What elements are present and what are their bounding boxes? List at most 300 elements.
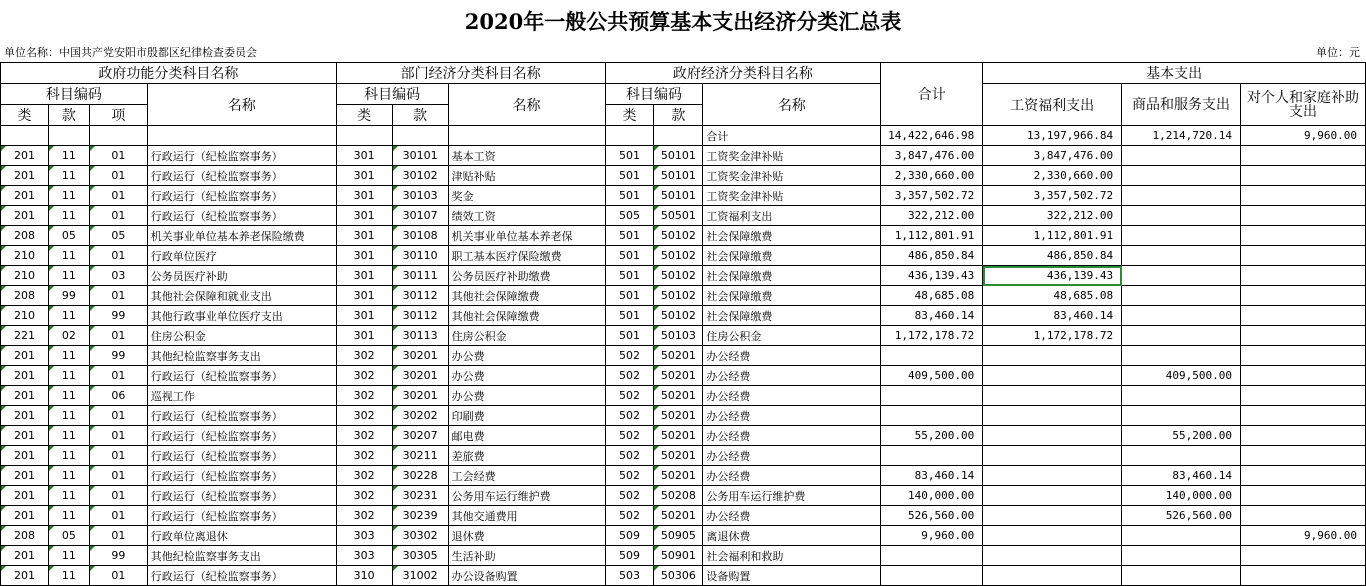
amount-subsidy-cell[interactable] xyxy=(1241,306,1366,326)
wages-header[interactable]: 工资福利支出 xyxy=(983,84,1122,126)
econ-name-cell[interactable]: 离退休费 xyxy=(703,526,881,546)
func-name-cell[interactable]: 行政单位离退休 xyxy=(147,526,336,546)
total-amount[interactable]: 14,422,646.98 xyxy=(881,126,983,146)
func-name-cell[interactable]: 机关事业单位基本养老保险缴费 xyxy=(147,226,336,246)
func-xiang-cell[interactable]: 99 xyxy=(89,346,147,366)
func-lei-cell[interactable]: 201 xyxy=(1,446,49,466)
total-cell-empty[interactable] xyxy=(147,126,336,146)
econ-kuan-cell[interactable]: 50201 xyxy=(654,366,703,386)
econ-kuan-cell[interactable]: 50201 xyxy=(654,466,703,486)
amount-wages-cell[interactable]: 1,172,178.72 xyxy=(983,326,1122,346)
dept-lei-cell[interactable]: 302 xyxy=(336,466,392,486)
econ-lei-cell[interactable]: 501 xyxy=(605,286,654,306)
dept-name-cell[interactable]: 办公费 xyxy=(448,386,605,406)
func-name-cell[interactable]: 行政运行（纪检监察事务） xyxy=(147,406,336,426)
amount-wages-cell[interactable]: 48,685.08 xyxy=(983,286,1122,306)
econ-kuan-cell[interactable]: 50102 xyxy=(654,246,703,266)
dept-name-cell[interactable]: 其他社会保障缴费 xyxy=(448,286,605,306)
func-name-cell[interactable]: 行政运行（纪检监察事务） xyxy=(147,566,336,586)
amount-total-cell[interactable]: 55,200.00 xyxy=(881,426,983,446)
econ-lei-cell[interactable]: 502 xyxy=(605,406,654,426)
amount-total-cell[interactable] xyxy=(881,346,983,366)
dept-kuan-cell[interactable]: 30228 xyxy=(392,466,448,486)
amount-subsidy-cell[interactable] xyxy=(1241,146,1366,166)
amount-wages-cell[interactable]: 1,112,801.91 xyxy=(983,226,1122,246)
basic-header[interactable]: 基本支出 xyxy=(983,63,1366,84)
dept-lei-cell[interactable]: 303 xyxy=(336,546,392,566)
amount-total-cell[interactable]: 526,560.00 xyxy=(881,506,983,526)
dept-kuan-cell[interactable]: 30108 xyxy=(392,226,448,246)
func-lei-cell[interactable]: 201 xyxy=(1,186,49,206)
func-xiang-cell[interactable]: 01 xyxy=(89,566,147,586)
econ-name-cell[interactable]: 办公经费 xyxy=(703,466,881,486)
dept-econ-code-header[interactable]: 科目编码 xyxy=(336,84,448,105)
econ-name-cell[interactable]: 社会保障缴费 xyxy=(703,306,881,326)
dept-name-cell[interactable]: 其他社会保障缴费 xyxy=(448,306,605,326)
func-lei-cell[interactable]: 201 xyxy=(1,406,49,426)
func-xiang-cell[interactable]: 01 xyxy=(89,426,147,446)
econ-kuan-cell[interactable]: 50901 xyxy=(654,546,703,566)
econ-lei-cell[interactable]: 502 xyxy=(605,426,654,446)
econ-name-cell[interactable]: 办公经费 xyxy=(703,506,881,526)
goods-header[interactable]: 商品和服务支出 xyxy=(1122,84,1241,126)
amount-goods-cell[interactable] xyxy=(1122,406,1241,426)
amount-total-cell[interactable] xyxy=(881,546,983,566)
amount-wages-cell[interactable]: 3,847,476.00 xyxy=(983,146,1122,166)
xiang-header[interactable]: 项 xyxy=(89,105,147,126)
gov-econ-name-header[interactable]: 名称 xyxy=(703,84,881,126)
econ-lei-cell[interactable]: 501 xyxy=(605,186,654,206)
dept-name-cell[interactable]: 其他交通费用 xyxy=(448,506,605,526)
func-kuan-cell[interactable]: 11 xyxy=(48,206,89,226)
dept-kuan-cell[interactable]: 30201 xyxy=(392,366,448,386)
total-label[interactable]: 合计 xyxy=(703,126,881,146)
dept-lei-cell[interactable]: 301 xyxy=(336,266,392,286)
econ-lei-cell[interactable]: 509 xyxy=(605,526,654,546)
dept-lei-cell[interactable]: 301 xyxy=(336,186,392,206)
func-name-cell[interactable]: 巡视工作 xyxy=(147,386,336,406)
amount-subsidy-cell[interactable] xyxy=(1241,226,1366,246)
func-xiang-cell[interactable]: 01 xyxy=(89,146,147,166)
func-kuan-cell[interactable]: 11 xyxy=(48,566,89,586)
econ-name-cell[interactable]: 社会保障缴费 xyxy=(703,246,881,266)
amount-total-cell[interactable]: 486,850.84 xyxy=(881,246,983,266)
amount-goods-cell[interactable]: 409,500.00 xyxy=(1122,366,1241,386)
func-lei-cell[interactable]: 201 xyxy=(1,486,49,506)
econ-name-cell[interactable]: 社会保障缴费 xyxy=(703,286,881,306)
amount-goods-cell[interactable]: 526,560.00 xyxy=(1122,506,1241,526)
amount-goods-cell[interactable]: 83,460.14 xyxy=(1122,466,1241,486)
func-lei-cell[interactable]: 210 xyxy=(1,306,49,326)
amount-wages-cell[interactable] xyxy=(983,506,1122,526)
econ-name-cell[interactable]: 办公经费 xyxy=(703,366,881,386)
amount-subsidy-cell[interactable] xyxy=(1241,326,1366,346)
amount-total-cell[interactable]: 140,000.00 xyxy=(881,486,983,506)
gov-func-header[interactable]: 政府功能分类科目名称 xyxy=(1,63,337,84)
total-cell-empty[interactable] xyxy=(448,126,605,146)
func-kuan-cell[interactable]: 11 xyxy=(48,266,89,286)
amount-total-cell[interactable]: 436,139.43 xyxy=(881,266,983,286)
econ-kuan-cell[interactable]: 50201 xyxy=(654,506,703,526)
dept-lei-cell[interactable]: 301 xyxy=(336,286,392,306)
func-lei-cell[interactable]: 208 xyxy=(1,286,49,306)
econ-kuan-header[interactable]: 款 xyxy=(654,105,703,126)
total-cell-empty[interactable] xyxy=(392,126,448,146)
dept-kuan-cell[interactable]: 30305 xyxy=(392,546,448,566)
total-cell-empty[interactable] xyxy=(89,126,147,146)
econ-kuan-cell[interactable]: 50201 xyxy=(654,426,703,446)
econ-kuan-cell[interactable]: 50101 xyxy=(654,146,703,166)
func-lei-cell[interactable]: 210 xyxy=(1,266,49,286)
amount-total-cell[interactable] xyxy=(881,406,983,426)
amount-total-cell[interactable]: 83,460.14 xyxy=(881,306,983,326)
econ-name-cell[interactable]: 工资奖金津补贴 xyxy=(703,146,881,166)
func-lei-cell[interactable]: 201 xyxy=(1,426,49,446)
econ-name-cell[interactable]: 社会保障缴费 xyxy=(703,266,881,286)
dept-name-cell[interactable]: 公务员医疗补助缴费 xyxy=(448,266,605,286)
dept-kuan-header[interactable]: 款 xyxy=(392,105,448,126)
econ-lei-cell[interactable]: 501 xyxy=(605,266,654,286)
amount-goods-cell[interactable] xyxy=(1122,306,1241,326)
dept-kuan-cell[interactable]: 30201 xyxy=(392,386,448,406)
econ-name-cell[interactable]: 工资奖金津补贴 xyxy=(703,186,881,206)
func-xiang-cell[interactable]: 05 xyxy=(89,226,147,246)
amount-subsidy-cell[interactable] xyxy=(1241,286,1366,306)
func-kuan-cell[interactable]: 11 xyxy=(48,466,89,486)
dept-lei-cell[interactable]: 301 xyxy=(336,246,392,266)
econ-name-cell[interactable]: 办公经费 xyxy=(703,386,881,406)
total-cell-empty[interactable] xyxy=(654,126,703,146)
dept-kuan-cell[interactable]: 30239 xyxy=(392,506,448,526)
amount-wages-cell[interactable]: 436,139.43 xyxy=(983,266,1122,286)
econ-kuan-cell[interactable]: 50102 xyxy=(654,306,703,326)
func-name-cell[interactable]: 其他纪检监察事务支出 xyxy=(147,346,336,366)
func-kuan-cell[interactable]: 11 xyxy=(48,366,89,386)
econ-lei-cell[interactable]: 509 xyxy=(605,546,654,566)
func-name-cell[interactable]: 行政运行（纪检监察事务） xyxy=(147,186,336,206)
dept-lei-cell[interactable]: 301 xyxy=(336,326,392,346)
econ-name-cell[interactable]: 办公经费 xyxy=(703,346,881,366)
econ-kuan-cell[interactable]: 50201 xyxy=(654,446,703,466)
econ-name-cell[interactable]: 住房公积金 xyxy=(703,326,881,346)
dept-name-cell[interactable]: 基本工资 xyxy=(448,146,605,166)
amount-subsidy-cell[interactable] xyxy=(1241,266,1366,286)
econ-lei-cell[interactable]: 502 xyxy=(605,466,654,486)
amount-wages-cell[interactable] xyxy=(983,386,1122,406)
econ-lei-cell[interactable]: 502 xyxy=(605,506,654,526)
amount-wages-cell[interactable]: 486,850.84 xyxy=(983,246,1122,266)
amount-goods-cell[interactable]: 55,200.00 xyxy=(1122,426,1241,446)
amount-total-cell[interactable]: 3,357,502.72 xyxy=(881,186,983,206)
econ-kuan-cell[interactable]: 50102 xyxy=(654,286,703,306)
func-lei-cell[interactable]: 208 xyxy=(1,526,49,546)
dept-name-cell[interactable]: 办公设备购置 xyxy=(448,566,605,586)
dept-kuan-cell[interactable]: 30112 xyxy=(392,286,448,306)
dept-name-cell[interactable]: 退休费 xyxy=(448,526,605,546)
econ-name-cell[interactable]: 工资奖金津补贴 xyxy=(703,166,881,186)
amount-subsidy-cell[interactable] xyxy=(1241,386,1366,406)
dept-name-cell[interactable]: 公务用车运行维护费 xyxy=(448,486,605,506)
econ-name-cell[interactable]: 办公经费 xyxy=(703,426,881,446)
func-name-cell[interactable]: 行政运行（纪检监察事务） xyxy=(147,366,336,386)
func-xiang-cell[interactable]: 01 xyxy=(89,526,147,546)
func-name-cell[interactable]: 行政运行（纪检监察事务） xyxy=(147,426,336,446)
econ-kuan-cell[interactable]: 50101 xyxy=(654,166,703,186)
amount-total-cell[interactable]: 83,460.14 xyxy=(881,466,983,486)
func-kuan-cell[interactable]: 11 xyxy=(48,446,89,466)
func-kuan-cell[interactable]: 99 xyxy=(48,286,89,306)
amount-goods-cell[interactable] xyxy=(1122,166,1241,186)
func-name-cell[interactable]: 其他社会保障和就业支出 xyxy=(147,286,336,306)
dept-kuan-cell[interactable]: 30202 xyxy=(392,406,448,426)
lei-header[interactable]: 类 xyxy=(1,105,49,126)
econ-lei-cell[interactable]: 501 xyxy=(605,146,654,166)
amount-goods-cell[interactable]: 140,000.00 xyxy=(1122,486,1241,506)
dept-lei-cell[interactable]: 302 xyxy=(336,346,392,366)
amount-goods-cell[interactable] xyxy=(1122,146,1241,166)
econ-lei-cell[interactable]: 501 xyxy=(605,326,654,346)
econ-kuan-cell[interactable]: 50102 xyxy=(654,266,703,286)
amount-total-cell[interactable]: 9,960.00 xyxy=(881,526,983,546)
func-kuan-cell[interactable]: 05 xyxy=(48,226,89,246)
func-name-cell[interactable]: 住房公积金 xyxy=(147,326,336,346)
dept-kuan-cell[interactable]: 31002 xyxy=(392,566,448,586)
total-cell-empty[interactable] xyxy=(48,126,89,146)
func-kuan-cell[interactable]: 11 xyxy=(48,486,89,506)
func-xiang-cell[interactable]: 06 xyxy=(89,386,147,406)
func-name-cell[interactable]: 行政单位医疗 xyxy=(147,246,336,266)
amount-subsidy-cell[interactable] xyxy=(1241,466,1366,486)
func-name-cell[interactable]: 行政运行（纪检监察事务） xyxy=(147,146,336,166)
econ-kuan-cell[interactable]: 50201 xyxy=(654,406,703,426)
total-cell-empty[interactable] xyxy=(1,126,49,146)
func-name-cell[interactable]: 行政运行（纪检监察事务） xyxy=(147,486,336,506)
dept-lei-cell[interactable]: 302 xyxy=(336,506,392,526)
amount-wages-cell[interactable] xyxy=(983,566,1122,586)
func-lei-cell[interactable]: 201 xyxy=(1,366,49,386)
func-xiang-cell[interactable]: 01 xyxy=(89,286,147,306)
amount-total-cell[interactable] xyxy=(881,566,983,586)
func-xiang-cell[interactable]: 01 xyxy=(89,486,147,506)
amount-wages-cell[interactable]: 2,330,660.00 xyxy=(983,166,1122,186)
amount-goods-cell[interactable] xyxy=(1122,326,1241,346)
dept-kuan-cell[interactable]: 30111 xyxy=(392,266,448,286)
dept-name-cell[interactable]: 住房公积金 xyxy=(448,326,605,346)
dept-lei-cell[interactable]: 302 xyxy=(336,366,392,386)
econ-lei-cell[interactable]: 502 xyxy=(605,366,654,386)
func-lei-cell[interactable]: 201 xyxy=(1,166,49,186)
func-kuan-cell[interactable]: 11 xyxy=(48,546,89,566)
dept-name-cell[interactable]: 差旅费 xyxy=(448,446,605,466)
amount-total-cell[interactable]: 48,685.08 xyxy=(881,286,983,306)
dept-kuan-cell[interactable]: 30107 xyxy=(392,206,448,226)
dept-kuan-cell[interactable]: 30201 xyxy=(392,346,448,366)
amount-goods-cell[interactable] xyxy=(1122,386,1241,406)
dept-lei-cell[interactable]: 303 xyxy=(336,526,392,546)
func-xiang-cell[interactable]: 01 xyxy=(89,186,147,206)
econ-lei-cell[interactable]: 502 xyxy=(605,346,654,366)
dept-econ-name-header[interactable]: 名称 xyxy=(448,84,605,126)
gov-func-code-header[interactable]: 科目编码 xyxy=(1,84,148,105)
amount-subsidy-cell[interactable] xyxy=(1241,506,1366,526)
total-header[interactable]: 合计 xyxy=(881,63,983,126)
amount-goods-cell[interactable] xyxy=(1122,246,1241,266)
amount-wages-cell[interactable] xyxy=(983,446,1122,466)
dept-name-cell[interactable]: 职工基本医疗保险缴费 xyxy=(448,246,605,266)
func-name-cell[interactable]: 其他行政事业单位医疗支出 xyxy=(147,306,336,326)
amount-wages-cell[interactable] xyxy=(983,466,1122,486)
econ-lei-cell[interactable]: 505 xyxy=(605,206,654,226)
econ-name-cell[interactable]: 公务用车运行维护费 xyxy=(703,486,881,506)
amount-total-cell[interactable] xyxy=(881,446,983,466)
func-xiang-cell[interactable]: 01 xyxy=(89,246,147,266)
amount-wages-cell[interactable]: 3,357,502.72 xyxy=(983,186,1122,206)
amount-wages-cell[interactable] xyxy=(983,546,1122,566)
func-lei-cell[interactable]: 201 xyxy=(1,546,49,566)
func-kuan-cell[interactable]: 02 xyxy=(48,326,89,346)
gov-econ-code-header[interactable]: 科目编码 xyxy=(605,84,703,105)
econ-name-cell[interactable]: 办公经费 xyxy=(703,446,881,466)
econ-lei-header[interactable]: 类 xyxy=(605,105,654,126)
func-kuan-cell[interactable]: 11 xyxy=(48,346,89,366)
econ-kuan-cell[interactable]: 50306 xyxy=(654,566,703,586)
func-xiang-cell[interactable]: 01 xyxy=(89,166,147,186)
econ-kuan-cell[interactable]: 50501 xyxy=(654,206,703,226)
amount-goods-cell[interactable] xyxy=(1122,446,1241,466)
func-kuan-cell[interactable]: 11 xyxy=(48,426,89,446)
func-name-cell[interactable]: 公务员医疗补助 xyxy=(147,266,336,286)
dept-kuan-cell[interactable]: 30102 xyxy=(392,166,448,186)
dept-lei-cell[interactable]: 302 xyxy=(336,386,392,406)
dept-kuan-cell[interactable]: 30113 xyxy=(392,326,448,346)
amount-goods-cell[interactable] xyxy=(1122,286,1241,306)
func-name-cell[interactable]: 其他纪检监察事务支出 xyxy=(147,546,336,566)
func-xiang-cell[interactable]: 01 xyxy=(89,446,147,466)
econ-kuan-cell[interactable]: 50103 xyxy=(654,326,703,346)
amount-subsidy-cell[interactable] xyxy=(1241,446,1366,466)
amount-wages-cell[interactable] xyxy=(983,366,1122,386)
func-kuan-cell[interactable]: 11 xyxy=(48,406,89,426)
dept-lei-cell[interactable]: 302 xyxy=(336,406,392,426)
amount-total-cell[interactable]: 409,500.00 xyxy=(881,366,983,386)
econ-kuan-cell[interactable]: 50101 xyxy=(654,186,703,206)
amount-total-cell[interactable] xyxy=(881,386,983,406)
dept-name-cell[interactable]: 邮电费 xyxy=(448,426,605,446)
func-kuan-cell[interactable]: 11 xyxy=(48,166,89,186)
econ-lei-cell[interactable]: 502 xyxy=(605,446,654,466)
dept-kuan-cell[interactable]: 30110 xyxy=(392,246,448,266)
amount-wages-cell[interactable] xyxy=(983,406,1122,426)
amount-goods-cell[interactable] xyxy=(1122,226,1241,246)
dept-lei-cell[interactable]: 302 xyxy=(336,426,392,446)
amount-goods-cell[interactable] xyxy=(1122,266,1241,286)
func-xiang-cell[interactable]: 99 xyxy=(89,546,147,566)
econ-lei-cell[interactable]: 501 xyxy=(605,166,654,186)
func-lei-cell[interactable]: 201 xyxy=(1,506,49,526)
func-xiang-cell[interactable]: 01 xyxy=(89,326,147,346)
econ-kuan-cell[interactable]: 50102 xyxy=(654,226,703,246)
econ-name-cell[interactable]: 社会福利和救助 xyxy=(703,546,881,566)
func-xiang-cell[interactable]: 01 xyxy=(89,206,147,226)
dept-name-cell[interactable]: 机关事业单位基本养老保 xyxy=(448,226,605,246)
amount-subsidy-cell[interactable] xyxy=(1241,406,1366,426)
amount-goods-cell[interactable] xyxy=(1122,526,1241,546)
econ-kuan-cell[interactable]: 50905 xyxy=(654,526,703,546)
dept-kuan-cell[interactable]: 30231 xyxy=(392,486,448,506)
func-lei-cell[interactable]: 208 xyxy=(1,226,49,246)
amount-subsidy-cell[interactable] xyxy=(1241,486,1366,506)
dept-name-cell[interactable]: 绩效工资 xyxy=(448,206,605,226)
func-kuan-cell[interactable]: 11 xyxy=(48,186,89,206)
func-name-cell[interactable]: 行政运行（纪检监察事务） xyxy=(147,466,336,486)
func-xiang-cell[interactable]: 03 xyxy=(89,266,147,286)
econ-kuan-cell[interactable]: 50201 xyxy=(654,346,703,366)
dept-name-cell[interactable]: 奖金 xyxy=(448,186,605,206)
gov-econ-header[interactable]: 政府经济分类科目名称 xyxy=(605,63,881,84)
kuan-header[interactable]: 款 xyxy=(48,105,89,126)
total-wages[interactable]: 13,197,966.84 xyxy=(983,126,1122,146)
amount-wages-cell[interactable] xyxy=(983,426,1122,446)
dept-lei-cell[interactable]: 301 xyxy=(336,206,392,226)
func-lei-cell[interactable]: 201 xyxy=(1,386,49,406)
amount-subsidy-cell[interactable] xyxy=(1241,166,1366,186)
econ-name-cell[interactable]: 社会保障缴费 xyxy=(703,226,881,246)
econ-lei-cell[interactable]: 501 xyxy=(605,226,654,246)
amount-wages-cell[interactable] xyxy=(983,486,1122,506)
func-xiang-cell[interactable]: 01 xyxy=(89,406,147,426)
func-lei-cell[interactable]: 210 xyxy=(1,246,49,266)
dept-kuan-cell[interactable]: 30101 xyxy=(392,146,448,166)
dept-lei-cell[interactable]: 301 xyxy=(336,306,392,326)
amount-goods-cell[interactable] xyxy=(1122,186,1241,206)
dept-name-cell[interactable]: 津贴补贴 xyxy=(448,166,605,186)
total-cell-empty[interactable] xyxy=(336,126,392,146)
dept-lei-cell[interactable]: 302 xyxy=(336,446,392,466)
func-kuan-cell[interactable]: 11 xyxy=(48,146,89,166)
func-name-cell[interactable]: 行政运行（纪检监察事务） xyxy=(147,206,336,226)
func-lei-cell[interactable]: 221 xyxy=(1,326,49,346)
amount-total-cell[interactable]: 3,847,476.00 xyxy=(881,146,983,166)
amount-goods-cell[interactable] xyxy=(1122,566,1241,586)
func-xiang-cell[interactable]: 99 xyxy=(89,306,147,326)
amount-subsidy-cell[interactable] xyxy=(1241,426,1366,446)
dept-lei-cell[interactable]: 310 xyxy=(336,566,392,586)
func-kuan-cell[interactable]: 11 xyxy=(48,386,89,406)
subsidy-header[interactable]: 对个人和家庭补助支出 xyxy=(1241,84,1366,126)
dept-kuan-cell[interactable]: 30207 xyxy=(392,426,448,446)
econ-lei-cell[interactable]: 502 xyxy=(605,386,654,406)
func-kuan-cell[interactable]: 05 xyxy=(48,526,89,546)
amount-subsidy-cell[interactable] xyxy=(1241,546,1366,566)
total-goods[interactable]: 1,214,720.14 xyxy=(1122,126,1241,146)
econ-kuan-cell[interactable]: 50201 xyxy=(654,386,703,406)
func-kuan-cell[interactable]: 11 xyxy=(48,506,89,526)
func-lei-cell[interactable]: 201 xyxy=(1,346,49,366)
dept-kuan-cell[interactable]: 30112 xyxy=(392,306,448,326)
econ-name-cell[interactable]: 设备购置 xyxy=(703,566,881,586)
amount-subsidy-cell[interactable] xyxy=(1241,346,1366,366)
dept-name-cell[interactable]: 生活补助 xyxy=(448,546,605,566)
dept-name-cell[interactable]: 印刷费 xyxy=(448,406,605,426)
func-lei-cell[interactable]: 201 xyxy=(1,206,49,226)
econ-name-cell[interactable]: 工资福利支出 xyxy=(703,206,881,226)
econ-lei-cell[interactable]: 501 xyxy=(605,246,654,266)
func-lei-cell[interactable]: 201 xyxy=(1,146,49,166)
func-name-cell[interactable]: 行政运行（纪检监察事务） xyxy=(147,446,336,466)
amount-total-cell[interactable]: 322,212.00 xyxy=(881,206,983,226)
dept-name-cell[interactable]: 办公费 xyxy=(448,346,605,366)
func-lei-cell[interactable]: 201 xyxy=(1,566,49,586)
